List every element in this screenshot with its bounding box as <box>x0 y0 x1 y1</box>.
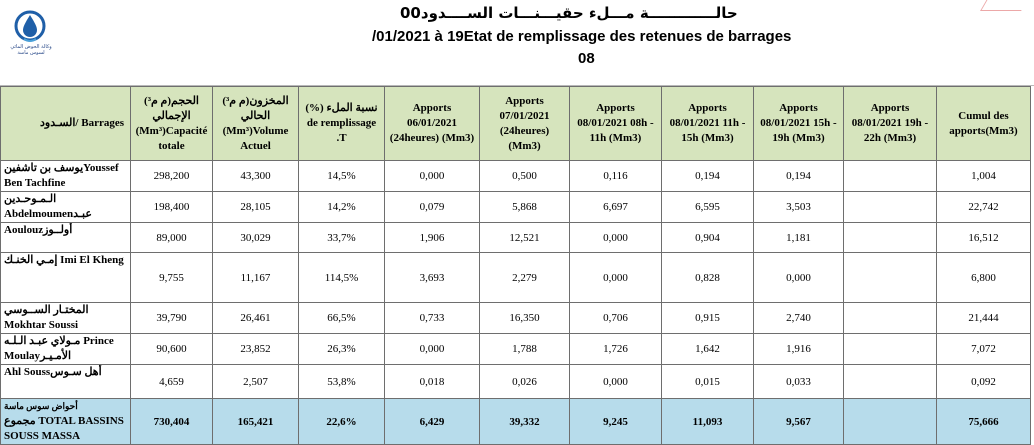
title-day-number: 08 <box>578 50 595 67</box>
cell-volume: 28,105 <box>213 192 299 223</box>
cell-cumul: 0,092 <box>937 365 1031 399</box>
cell-apports-0701: 5,868 <box>480 192 570 223</box>
cell-apports-08-slot4 <box>844 303 937 334</box>
dam-name: Aoulouzأولــوز <box>1 223 131 253</box>
total-apports-08-slot1: 9,245 <box>570 399 662 445</box>
cell-apports-08-slot4 <box>844 253 937 303</box>
cell-capacite: 89,000 <box>131 223 213 253</box>
cell-volume: 2,507 <box>213 365 299 399</box>
cell-volume: 43,300 <box>213 161 299 192</box>
cell-capacite: 298,200 <box>131 161 213 192</box>
col-header-apports-0601: Apports 06/01/2021 (24heures) (Mm3) <box>385 87 480 161</box>
cell-taux: 14,2% <box>299 192 385 223</box>
title-arabic: 00حالـــــــــــــة مـــلء حقيـــنـــات الســــدود <box>400 4 738 22</box>
cell-taux: 66,5% <box>299 303 385 334</box>
total-apports-0701: 39,332 <box>480 399 570 445</box>
cell-apports-0701: 0,500 <box>480 161 570 192</box>
total-volume: 165,421 <box>213 399 299 445</box>
dam-name: Ahl Soussأهل سـوس <box>1 365 131 399</box>
cell-apports-08-slot4 <box>844 161 937 192</box>
cell-capacite: 90,600 <box>131 334 213 365</box>
cell-apports-0701: 12,521 <box>480 223 570 253</box>
cell-taux: 53,8% <box>299 365 385 399</box>
cell-apports-08-slot3: 2,740 <box>754 303 844 334</box>
cell-apports-08-slot1: 0,116 <box>570 161 662 192</box>
cell-volume: 30,029 <box>213 223 299 253</box>
col-header-apports-0701: Apports 07/01/2021 (24heures) (Mm3) <box>480 87 570 161</box>
dam-name: المختـار الســوسي Mokhtar Soussi <box>1 303 131 334</box>
dam-name: مـولاي عبـد الـلـه Prince Moulayالأمـيـر <box>1 334 131 365</box>
cell-taux: 26,3% <box>299 334 385 365</box>
total-cumul: 75,666 <box>937 399 1031 445</box>
cell-capacite: 39,790 <box>131 303 213 334</box>
cell-apports-08-slot2: 1,642 <box>662 334 754 365</box>
cell-cumul: 6,800 <box>937 253 1031 303</box>
dam-name: إمـي الخنـك Imi El Kheng <box>1 253 131 303</box>
cell-apports-08-slot4 <box>844 223 937 253</box>
cell-apports-08-slot1: 6,697 <box>570 192 662 223</box>
col-header-cumul: Cumul des apports(Mm3) <box>937 87 1031 161</box>
total-label <box>1 399 131 445</box>
cell-apports-08-slot3: 0,033 <box>754 365 844 399</box>
cell-apports-08-slot1: 1,726 <box>570 334 662 365</box>
cell-apports-08-slot4 <box>844 365 937 399</box>
total-capacite: 730,404 <box>131 399 213 445</box>
cell-apports-08-slot2: 0,194 <box>662 161 754 192</box>
agency-logo <box>10 6 50 66</box>
cell-apports-08-slot3: 1,916 <box>754 334 844 365</box>
dam-filling-table <box>0 86 1031 445</box>
table-row <box>1 365 1031 399</box>
col-header-apports-08-slot3: Apports 08/01/2021 15h - 19h (Mm3) <box>754 87 844 161</box>
col-header-volume: (م م³)المخزون الحالي (Mm³)Volume Actuel <box>213 87 299 161</box>
cell-cumul: 7,072 <box>937 334 1031 365</box>
total-apports-0601: 6,429 <box>385 399 480 445</box>
col-header-apports-08-slot2: Apports 08/01/2021 11h - 15h (Mm3) <box>662 87 754 161</box>
cell-apports-08-slot2: 6,595 <box>662 192 754 223</box>
cell-apports-08-slot1: 0,000 <box>570 223 662 253</box>
cell-apports-08-slot1: 0,000 <box>570 365 662 399</box>
dam-name: الـمـوحـدين Abdelmoumenعبـد <box>1 192 131 223</box>
cell-apports-0701: 0,026 <box>480 365 570 399</box>
cell-apports-08-slot1: 0,706 <box>570 303 662 334</box>
cell-apports-0601: 0,000 <box>385 334 480 365</box>
table-header-row <box>1 87 1031 161</box>
total-taux: 22,6% <box>299 399 385 445</box>
cell-apports-0701: 16,350 <box>480 303 570 334</box>
table-row <box>1 223 1031 253</box>
cell-apports-08-slot3: 0,194 <box>754 161 844 192</box>
cell-taux: 114,5% <box>299 253 385 303</box>
cell-volume: 26,461 <box>213 303 299 334</box>
title-french: /01/2021 à 19Etat de remplissage des retenues de barrages <box>372 28 792 45</box>
cell-cumul: 1,004 <box>937 161 1031 192</box>
cell-cumul: 16,512 <box>937 223 1031 253</box>
cell-apports-0601: 0,018 <box>385 365 480 399</box>
total-apports-08-slot2: 11,093 <box>662 399 754 445</box>
table-row <box>1 334 1031 365</box>
cell-apports-08-slot2: 0,828 <box>662 253 754 303</box>
cell-apports-08-slot4 <box>844 192 937 223</box>
document-header <box>0 0 1034 86</box>
cell-capacite: 9,755 <box>131 253 213 303</box>
col-header-apports-08-slot4: Apports 08/01/2021 19h - 22h (Mm3) <box>844 87 937 161</box>
col-header-barrages: السـدود/ Barrages <box>1 87 131 161</box>
table-row <box>1 303 1031 334</box>
col-header-taux: (%) نسبة الملء de remplissage .T <box>299 87 385 161</box>
cell-apports-08-slot2: 0,915 <box>662 303 754 334</box>
cell-apports-0701: 1,788 <box>480 334 570 365</box>
cell-apports-0601: 3,693 <box>385 253 480 303</box>
total-apports-08-slot4 <box>844 399 937 445</box>
cell-cumul: 21,444 <box>937 303 1031 334</box>
col-header-apports-08-slot1: Apports 08/01/2021 08h - 11h (Mm3) <box>570 87 662 161</box>
total-apports-08-slot3: 9,567 <box>754 399 844 445</box>
cell-apports-08-slot3: 3,503 <box>754 192 844 223</box>
cell-volume: 23,852 <box>213 334 299 365</box>
cell-apports-08-slot3: 1,181 <box>754 223 844 253</box>
cell-apports-08-slot1: 0,000 <box>570 253 662 303</box>
table-row <box>1 161 1031 192</box>
cell-apports-0601: 0,079 <box>385 192 480 223</box>
cell-apports-08-slot2: 0,904 <box>662 223 754 253</box>
cell-capacite: 4,659 <box>131 365 213 399</box>
cell-cumul: 22,742 <box>937 192 1031 223</box>
cell-taux: 14,5% <box>299 161 385 192</box>
total-label-arabic: أحواض سوس ماسة <box>4 401 78 411</box>
corner-decoration <box>980 0 1031 11</box>
cell-taux: 33,7% <box>299 223 385 253</box>
cell-apports-0601: 1,906 <box>385 223 480 253</box>
logo-text: وكالة الحوض المائي لسوس ماسة <box>10 44 52 56</box>
cell-apports-0701: 2,279 <box>480 253 570 303</box>
cell-apports-0601: 0,733 <box>385 303 480 334</box>
cell-capacite: 198,400 <box>131 192 213 223</box>
col-header-capacite: (م م³)الحجم الإجمالي (Mm³)Capacité totale <box>131 87 213 161</box>
cell-apports-08-slot4 <box>844 334 937 365</box>
total-row <box>1 399 1031 445</box>
dam-name: يوسف بن تاشفينYoussef Ben Tachfine <box>1 161 131 192</box>
cell-apports-0601: 0,000 <box>385 161 480 192</box>
total-label-main: مجموع TOTAL BASSINS SOUSS MASSA <box>4 415 124 442</box>
cell-apports-08-slot2: 0,015 <box>662 365 754 399</box>
table-row <box>1 192 1031 223</box>
cell-apports-08-slot3: 0,000 <box>754 253 844 303</box>
cell-volume: 11,167 <box>213 253 299 303</box>
table-row <box>1 253 1031 303</box>
